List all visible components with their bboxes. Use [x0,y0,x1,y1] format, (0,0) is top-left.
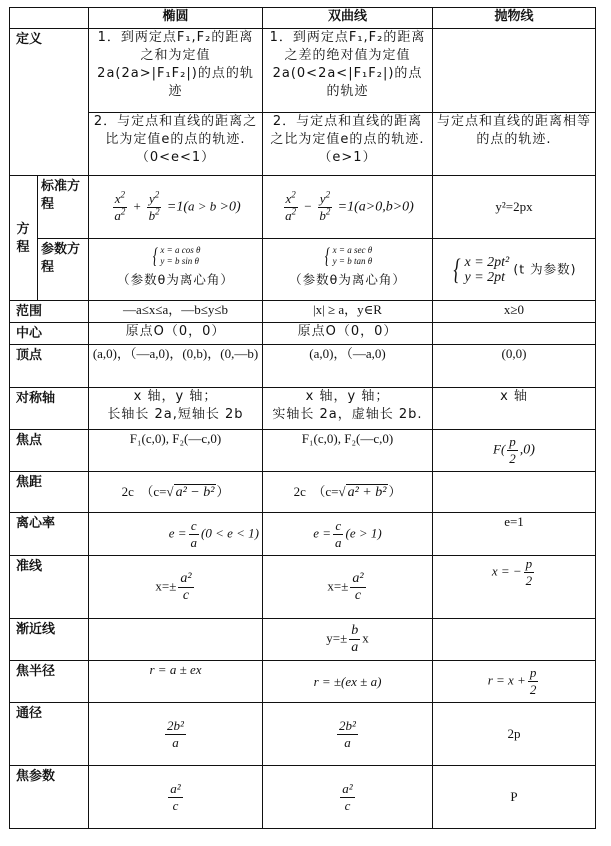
def2-hyperbola: 2．与定点和直线的距离之比为定值e的点的轨迹.（e>1） [263,113,433,176]
fd-hyperbola-radicand: a² + b² [347,484,387,500]
focal-distance-hyperbola [263,472,433,513]
param-ellipse-note: （参数θ为离心角） [117,272,234,287]
row-definition-2 [10,113,596,176]
dir-ellipse-pre: x=± [155,577,177,593]
ecc-hyperbola [263,513,433,556]
vertex-parabola: (0,0) [433,345,596,388]
lr-ellipse-num: 2b² [167,717,184,733]
row-range [10,301,596,323]
param-hyperbola-note: （参数θ为离心角） [289,272,406,287]
std-ellipse: $\frac{x^2}{a^2}$ + $\frac{y^2}{b^2}$ =1(a > b >0) [89,176,263,239]
label-latus-rectum: 通径 [10,703,89,766]
dir-hyperbola-den: c [354,587,362,603]
focus-parabola-pre: F( [493,441,506,457]
conic-sections-table [9,7,596,829]
param-ellipse-y: y = b sin θ [160,256,199,266]
focus-parabola-den: 2 [509,451,516,466]
asym-hyperbola-post: x [362,630,369,646]
label-asymptote: 渐近线 [10,619,89,661]
vertex-hyperbola: (a,0)，（—a,0) [263,345,433,388]
axis-hyperbola-line1: x 轴，y 轴； [305,389,390,404]
fp-ellipse-num: a² [170,780,181,796]
axis-parabola: x 轴 [433,388,596,430]
asym-hyperbola [263,619,433,661]
param-hyperbola-y: y = b tan θ [332,256,373,266]
range-hyperbola: |x| ≥ a，y∈R [263,301,433,323]
lr-parabola: 2p [433,703,596,766]
label-directrix: 准线 [10,556,89,619]
lr-ellipse [89,703,263,766]
std-hyperbola: $\frac{x^2}{a^2}$ − $\frac{y^2}{b^2}$ =1(a>0,b>0) [263,176,433,239]
focus-parabola [433,430,596,472]
range-parabola: x≥0 [433,301,596,323]
fd-hyperbola-post: ） [388,483,402,499]
header-parabola: 抛物线 [433,8,596,29]
asym-hyperbola-pre: y=± [326,630,348,646]
row-focal-parameter [10,766,596,829]
std-parabola: y²=2px [433,176,596,239]
ecc-ellipse [89,513,263,556]
header-corner [10,8,89,29]
label-eccentricity: 离心率 [10,513,89,556]
ecc-hyperbola-den: a [335,534,342,550]
focal-distance-parabola [433,472,596,513]
directrix-ellipse [89,556,263,619]
fr-parabola [433,661,596,703]
label-range: 范围 [10,301,89,323]
fd-ellipse-pre: 2c （c=√ [121,483,174,499]
label-symmetry-axis: 对称轴 [10,388,89,430]
header-row [10,8,596,29]
header-ellipse: 椭圆 [89,8,263,29]
param-hyperbola-x: x = a sec θ [332,245,373,255]
lr-hyperbola [263,703,433,766]
lr-hyperbola-num: 2b² [339,717,356,733]
dir-ellipse-num: a² [180,570,192,586]
def2-ellipse: 2．与定点和直线的距离之比为定值e的点的轨迹.（0<e<1） [89,113,263,176]
label-parametric-equation: 参数方程 [38,239,89,301]
asym-hyperbola-num: b [351,623,359,638]
row-symmetry-axis [10,388,596,430]
vertex-ellipse: (a,0)，（—a,0)，(0,b)，(0,—b) [89,345,263,388]
ecc-parabola: e=1 [433,513,596,556]
param-ellipse: { x = a cos θ y = b sin θ （参数θ为离心角） [89,239,263,301]
dir-hyperbola-num: a² [352,570,364,586]
row-asymptote [10,619,596,661]
fd-hyperbola-pre: 2c （c=√ [293,483,346,499]
dir-ellipse-den: c [182,587,190,603]
asym-parabola [433,619,596,661]
lr-ellipse-den: a [172,734,179,750]
dir-parabola-num: p [525,556,533,571]
def1-hyperbola: 1．到两定点F₁,F₂的距离之差的绝对值为定值2a(0<2a<|F₁F₂|)的点的轨迹 [263,29,433,113]
ecc-hyperbola-post: (e > 1) [345,524,382,540]
ecc-ellipse-den: a [190,534,198,550]
row-standard-equation [10,176,596,239]
directrix-parabola [433,556,596,619]
focus-hyperbola: F₁(c,0), F₂(—c,0) [263,430,433,472]
row-parametric-equation [10,239,596,301]
fp-hyperbola-den: c [344,797,351,813]
axis-hyperbola [263,388,433,430]
fp-hyperbola-num: a² [342,780,353,796]
dir-parabola-den: 2 [525,573,533,588]
param-parabola: { x = 2pt² y = 2pt (t 为参数) [433,239,596,301]
label-focus: 焦点 [10,430,89,472]
fr-parabola-num: p [529,665,537,680]
focus-parabola-num: p [509,434,516,449]
param-ellipse-x: x = a cos θ [160,245,201,255]
fd-ellipse-post: ） [216,483,230,499]
row-center [10,323,596,345]
param-parabola-x: x = 2pt² [464,254,510,270]
label-focal-parameter: 焦参数 [10,766,89,829]
param-hyperbola: { x = a sec θ y = b tan θ （参数θ为离心角） [263,239,433,301]
def2-parabola: 与定点和直线的距离相等的点的轨迹. [433,113,596,176]
focal-distance-ellipse [89,472,263,513]
row-eccentricity [10,513,596,556]
focus-ellipse: F₁(c,0), F₂(—c,0) [89,430,263,472]
fp-ellipse [89,766,263,829]
directrix-hyperbola [263,556,433,619]
param-parabola-y: y = 2pt [464,269,506,285]
ecc-ellipse-num: c [190,517,197,533]
def1-ellipse: 1．到两定点F₁,F₂的距离之和为定值2a(2a>|F₁F₂|)的点的轨迹 [89,29,263,113]
asym-hyperbola-den: a [351,640,359,655]
dir-parabola-pre: x = − [491,563,522,579]
param-parabola-note: (t 为参数) [513,261,577,276]
label-focal-radius: 焦半径 [10,661,89,703]
label-equation: 方程 [10,176,38,301]
dir-hyperbola-pre: x=± [327,577,349,593]
ecc-hyperbola-pre: e = [313,524,332,540]
axis-ellipse-line1: x 轴，y 轴； [133,389,218,404]
center-hyperbola: 原点O（0，0） [263,323,433,345]
label-vertex: 顶点 [10,345,89,388]
axis-hyperbola-line2: 实轴长 2a，虚轴长 2b. [272,407,423,422]
fr-hyperbola: r = ±(ex ± a) [263,661,433,703]
row-definition-1 [10,29,596,113]
center-ellipse: 原点O（0，0） [89,323,263,345]
fr-parabola-pre: r = x + [487,672,526,688]
row-focus [10,430,596,472]
fr-parabola-den: 2 [529,682,537,697]
ecc-ellipse-pre: e = [168,524,187,540]
label-standard-equation: 标准方程 [38,176,89,239]
fr-ellipse: r = a ± ex [89,661,263,703]
row-focal-radius [10,661,596,703]
fp-hyperbola [263,766,433,829]
axis-ellipse [89,388,263,430]
center-parabola [433,323,596,345]
ecc-ellipse-post: (0 < e < 1) [201,524,259,540]
asym-ellipse [89,619,263,661]
axis-ellipse-line2: 长轴长 2a,短轴长 2b [107,407,244,422]
fd-ellipse-radicand: a² − b² [175,484,215,500]
label-focal-distance: 焦距 [10,472,89,513]
label-definition: 定义 [10,29,89,176]
label-center: 中心 [10,323,89,345]
range-ellipse: —a≤x≤a，—b≤y≤b [89,301,263,323]
fp-parabola: P [433,766,596,829]
ecc-hyperbola-num: c [335,517,342,533]
fp-ellipse-den: c [172,797,179,813]
row-latus-rectum [10,703,596,766]
focus-parabola-post: ,0) [519,442,535,458]
row-focal-distance [10,472,596,513]
header-hyperbola: 双曲线 [263,8,433,29]
row-directrix [10,556,596,619]
row-vertex [10,345,596,388]
lr-hyperbola-den: a [344,734,351,750]
def1-parabola [433,29,596,113]
